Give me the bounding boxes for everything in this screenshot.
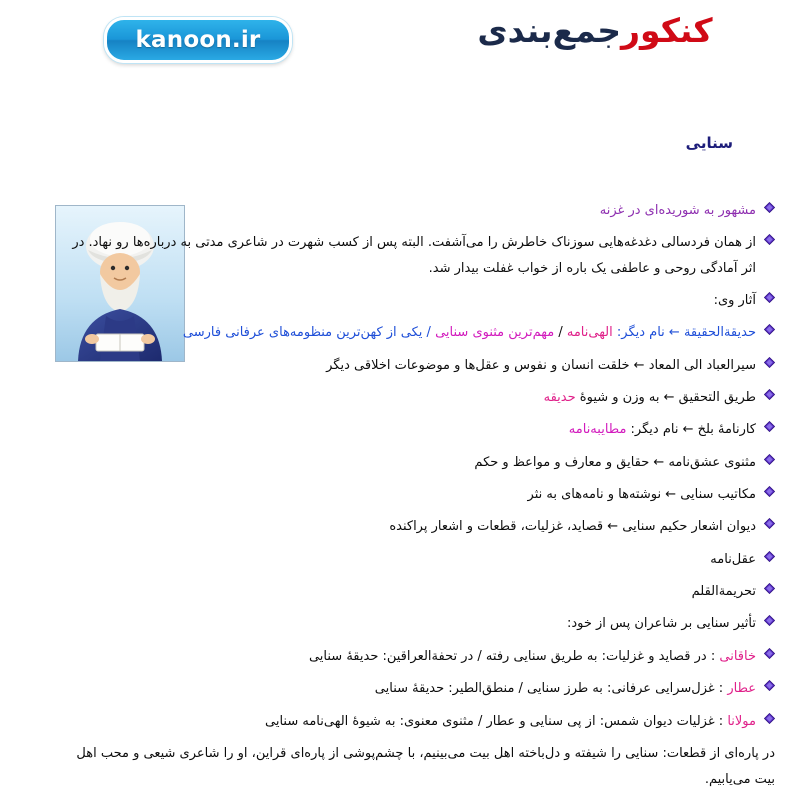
list-item-text	[55, 385, 756, 410]
list-item	[55, 644, 775, 669]
list-item	[55, 579, 775, 604]
text-segment: تحریمة‌القلم	[691, 584, 756, 600]
list-item	[55, 709, 775, 734]
text-segment: : در قصاید و غزلیات: به طریق سنایی رفته / در تحفةالعراقین: حدیقهٔ سنایی	[308, 648, 720, 664]
text-segment: طریق التحقیق ← به وزن و شیوهٔ	[575, 390, 756, 406]
list-item-text	[55, 450, 756, 475]
text-segment: تأثیر سنایی بر شاعران پس از خود:	[566, 616, 756, 632]
list-item-text	[55, 676, 756, 701]
list-item	[55, 417, 775, 442]
list-item-text	[55, 514, 756, 539]
diamond-bullet-icon	[762, 450, 775, 465]
kanoon-logo[interactable]	[104, 17, 292, 63]
diamond-bullet-icon	[762, 709, 775, 724]
diamond-bullet-icon	[762, 417, 775, 432]
text-segment: عطار	[727, 681, 756, 697]
text-segment: الهی‌نامه	[566, 325, 613, 341]
text-segment: مشهور به شوریده‌ای در غزنه	[599, 203, 756, 218]
text-segment: / یکی از کهن‌ترین منظومه‌های عرفانی فارسی	[182, 325, 436, 341]
diamond-bullet-icon	[762, 288, 775, 303]
list-item-text	[55, 482, 756, 507]
text-segment: کارنامهٔ بلخ ← نام دیگر:	[626, 422, 756, 438]
text-segment: آثار وی:	[713, 293, 756, 309]
text-segment: : غزلیات دیوان شمس: از پی سنایی و عطار / مثنوی معنوی: به شیوهٔ الهی‌نامه سنایی	[265, 713, 728, 729]
diamond-bullet-icon	[762, 514, 775, 529]
text-segment: سیرالعباد الی المعاد ← خلقت انسان و نفوس و عقل‌ها و موضوعات اخلاقی دیگر	[326, 357, 756, 373]
list-item	[55, 514, 775, 539]
text-segment: خاقانی	[719, 648, 756, 664]
list-item	[55, 450, 775, 475]
logo-label: kanoon.ir	[135, 27, 261, 53]
text-segment: دیوان اشعار حکیم سنایی ← قصاید، غزلیات، قطعات و اشعار پراکنده	[389, 519, 756, 535]
list-item	[55, 676, 775, 701]
diamond-bullet-icon	[762, 385, 775, 400]
text-segment: عقل‌نامه	[710, 551, 756, 567]
diamond-bullet-icon	[762, 230, 775, 245]
diamond-bullet-icon	[762, 644, 775, 659]
list-item	[55, 230, 775, 281]
list-item-text	[55, 320, 756, 345]
list-item-text	[55, 579, 756, 604]
list-item-text	[55, 644, 756, 669]
list-item-text	[55, 288, 756, 313]
text-segment: مولانا	[727, 713, 756, 729]
diamond-bullet-icon	[762, 547, 775, 562]
text-segment: : غزل‌سرایی عرفانی: به طرز سنایی / منطق‌الطیر: حدیقهٔ سنایی	[374, 681, 728, 697]
list-item-text	[55, 417, 756, 442]
text-segment: از همان فردسالی دغدغه‌هایی سوزناک خاطرش را می‌آشفت. البته پس از کسب شهرت در شاعری مدتی به درباره‌ها رو نهاد. در اثر آمادگی روحی و عاطفی یک باره از خواب غفلت بیدار شد.	[72, 235, 756, 276]
text-segment: مطایبه‌نامه	[568, 422, 627, 438]
list-item	[55, 482, 775, 507]
title-red-text: كنكور	[621, 11, 713, 50]
list-item	[55, 320, 775, 345]
text-segment: حدیقة‌الحقیقة ← نام دیگر:	[612, 325, 756, 341]
diamond-bullet-icon	[762, 676, 775, 691]
text-segment: مهم‌ترین مثنوی سنایی	[435, 325, 555, 341]
list-item	[55, 353, 775, 378]
diamond-bullet-icon	[762, 353, 775, 368]
text-segment: مکاتیب سنایی ← نوشته‌ها و نامه‌های به نثر	[527, 487, 756, 503]
title-dark-text: جمع‌بندى	[477, 11, 622, 50]
list-item-text	[55, 353, 756, 378]
list-item-text	[55, 198, 756, 223]
diamond-bullet-icon	[762, 611, 775, 626]
diamond-bullet-icon	[762, 198, 775, 213]
content-list	[55, 198, 775, 798]
list-item	[55, 611, 775, 636]
list-item	[55, 385, 775, 410]
diamond-bullet-icon	[762, 320, 775, 335]
page-header	[0, 0, 795, 96]
list-item-text	[55, 230, 756, 281]
list-item	[55, 198, 775, 223]
list-item-text	[55, 611, 756, 636]
diamond-bullet-icon	[762, 579, 775, 594]
diamond-bullet-icon	[762, 482, 775, 497]
text-segment: حدیقه	[543, 390, 576, 406]
list-item	[55, 547, 775, 572]
text-segment: مثنوی عشق‌نامه ← حقایق و معارف و مواعظ و حکم	[474, 454, 756, 470]
list-item-text	[55, 709, 756, 734]
text-segment: /	[554, 325, 567, 341]
list-item	[55, 288, 775, 313]
poet-name-heading: سنایی	[685, 134, 733, 152]
document-title	[430, 10, 760, 53]
closing-paragraph: در پاره‌ای از قطعات: سنایی را شیفته و دل‌باخته اهل بیت می‌بینیم، با چشم‌پوشی از پاره‌ای قراین، او را شاعری شیعی و محب اهل بیت می‌یابیم.	[76, 745, 775, 788]
list-item-text	[55, 547, 756, 572]
